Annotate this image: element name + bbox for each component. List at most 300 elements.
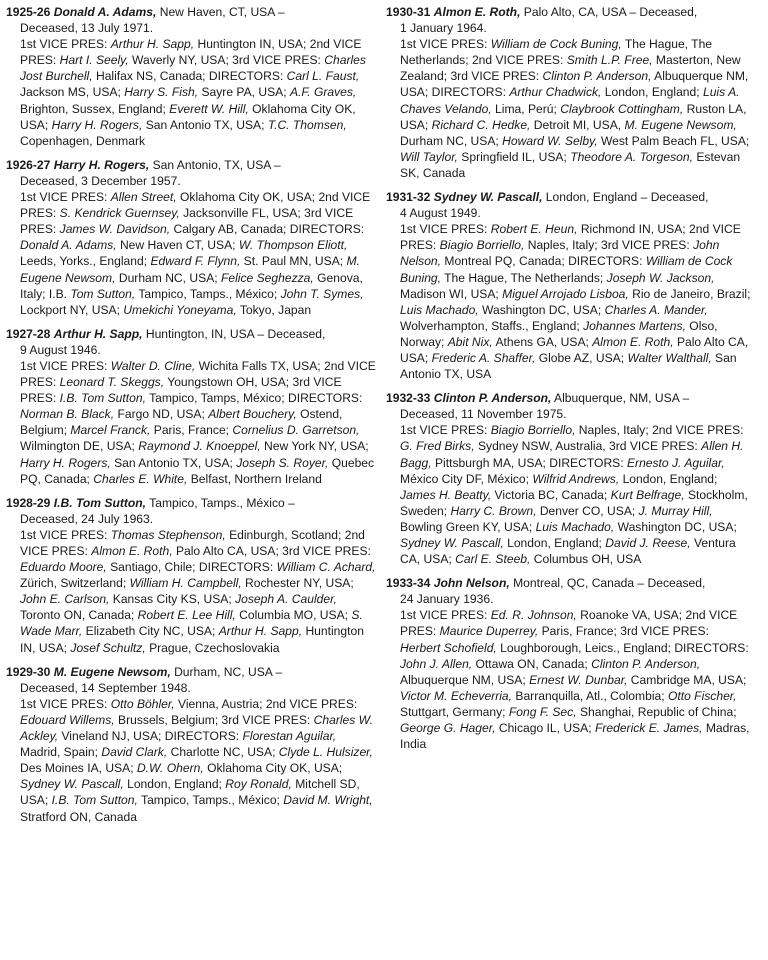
officer-role: DIRECTORS: xyxy=(674,640,749,655)
officer-place: Shanghai, Republic of China; xyxy=(576,704,737,719)
president-location: Albuquerque, NM, USA – xyxy=(551,391,690,406)
officer-place: Stockholm, Sweden; xyxy=(400,487,748,518)
deceased-date: Deceased, 13 July 1971. xyxy=(20,21,154,36)
officer-name: Edouard Willems, xyxy=(20,712,115,727)
officer-place: The Hague, The Netherlands; xyxy=(400,37,713,68)
officer-role: DIRECTORS: xyxy=(431,85,510,100)
officer-name: Almon E. Roth, xyxy=(91,544,173,558)
officer-place: Vienna, Austria; xyxy=(174,696,266,711)
officer-place: Barranquilla, Atl., Colombia; xyxy=(512,688,668,703)
president-location: London, England – Deceased, xyxy=(542,190,709,205)
officer-name: George G. Hager, xyxy=(400,721,496,736)
officer-place: Richmond IN, USA; xyxy=(577,222,690,237)
entry-body xyxy=(6,342,376,487)
officer-name: Harry C. Brown, xyxy=(450,503,537,518)
officer-place: Palo Alto CA, USA; xyxy=(400,334,749,365)
entry-body xyxy=(6,680,376,825)
officer-place: Madrid, Spain; xyxy=(20,745,102,760)
officer-place: Ottawa ON, Canada; xyxy=(472,656,592,671)
right-column xyxy=(386,4,752,960)
officer-name: Everett W. Hill, xyxy=(169,101,249,116)
term-years: 1930-31 xyxy=(386,5,431,19)
officer-place: Pittsburgh MA, USA; xyxy=(431,455,550,470)
officer-role: 2nd VICE PRES: xyxy=(20,37,362,68)
president-name: Arthur H. Sapp, xyxy=(53,326,143,341)
officer-name: John J. Allen, xyxy=(400,656,473,671)
officer-name: Theodore A. Torgeson, xyxy=(570,149,693,164)
deceased-date: Deceased, 24 July 1963. xyxy=(20,511,154,526)
officer-role: 1st VICE PRES: xyxy=(20,696,111,711)
officer-place: Mitchell SD, USA; xyxy=(20,777,360,808)
officer-place: Tampico, Tamps, México; xyxy=(145,391,288,406)
officer-name: Herbert Schofield, xyxy=(400,640,497,655)
officer-place: Madras, India xyxy=(400,721,750,752)
officer-role: DIRECTORS: xyxy=(208,69,287,84)
officer-place: Victoria BC, Canada; xyxy=(491,487,611,502)
officer-name: Thomas Stephenson, xyxy=(110,527,226,542)
officer-role: DIRECTORS: xyxy=(289,222,365,237)
term-years: 1932-33 xyxy=(386,391,431,406)
officer-name: Felice Seghezza, xyxy=(220,270,314,285)
officer-place: Estevan SK, Canada xyxy=(400,149,741,180)
officer-place: Rochester NY, USA; xyxy=(241,576,354,591)
officer-place: Youngstown OH, USA; xyxy=(164,375,293,390)
officer-name: Roy Ronald, xyxy=(225,777,292,792)
officer-place: Albuquerque NM, USA; xyxy=(400,672,530,687)
deceased-date: Deceased, 14 September 1948. xyxy=(20,680,191,695)
officer-name: Johannes Martens, xyxy=(583,318,686,333)
officer-name: William de Cock Buning, xyxy=(400,254,733,285)
officer-role: 2nd VICE PRES: xyxy=(400,222,741,253)
deceased-date: 9 August 1946. xyxy=(20,342,101,357)
officer-place: New York NY, USA; xyxy=(260,439,369,454)
officer-place: San Antonio TX, USA xyxy=(400,350,737,382)
officer-name: David M. Wright, xyxy=(283,793,373,808)
officer-name: Luis A. Chaves Velando, xyxy=(400,85,740,116)
officer-place: Jackson MS, USA; xyxy=(20,85,125,100)
officer-place: Washington DC, USA; xyxy=(478,302,605,317)
officer-place: Prague, Czechoslovakia xyxy=(145,640,280,655)
officer-place: Calgary AB, Canada; xyxy=(170,222,290,237)
officer-name: Arthur Chadwick, xyxy=(509,85,602,100)
officer-name: Miguel Arrojado Lisboa, xyxy=(502,286,629,301)
term-years: 1928-29 xyxy=(6,495,51,510)
officer-place: Detroit MI, USA, xyxy=(530,117,625,132)
officer-name: Sydney W. Pascall, xyxy=(400,536,504,550)
officer-name: Frederic A. Shaffer, xyxy=(431,350,536,365)
officer-name: M. Eugene Newsom, xyxy=(624,117,737,132)
entry-heading xyxy=(386,576,705,590)
entry-body xyxy=(386,205,752,382)
officer-role: 2nd VICE PRES: xyxy=(20,358,376,390)
entry-heading xyxy=(6,327,325,341)
officer-place: Des Moines IA, USA; xyxy=(20,761,137,776)
officer-place: Brussels, Belgium; xyxy=(114,712,222,727)
president-location: Palo Alto, CA, USA – Deceased, xyxy=(520,5,698,19)
officer-name: John E. Carlson, xyxy=(20,592,110,607)
officer-role: 1st VICE PRES: xyxy=(20,358,111,373)
officer-name: D.W. Ohern, xyxy=(136,761,204,776)
officer-name: Charles E. White, xyxy=(93,471,188,486)
officer-place: Wichita Falls TX, USA; xyxy=(195,358,325,373)
officer-place: Olso, Norway; xyxy=(400,318,718,349)
officer-name: Carl L. Faust, xyxy=(286,69,360,84)
officer-name: Joseph S. Royer, xyxy=(236,455,329,470)
officer-place: Tampico, Tamps., México; xyxy=(135,286,281,301)
entry-body xyxy=(386,406,752,567)
deceased-date: Deceased, 11 November 1975. xyxy=(400,407,567,422)
officer-place: Roanoke VA, USA; xyxy=(576,608,686,623)
officer-name: Victor M. Echeverria, xyxy=(400,688,513,703)
officer-name: Umekichi Yoneyama, xyxy=(123,302,237,317)
entry-heading xyxy=(6,5,285,19)
officer-place: London, England; xyxy=(601,85,703,100)
officer-name: Leonard T. Skeggs, xyxy=(59,375,165,390)
officer-name: Harry S. Fish, xyxy=(124,85,199,100)
officer-name: T.C. Thomsen, xyxy=(267,117,347,132)
officer-role: 1st VICE PRES: xyxy=(20,37,111,52)
officer-place: Lima, Perú; xyxy=(491,101,561,116)
entry-heading xyxy=(386,5,697,19)
officer-name: Albert Bouchery, xyxy=(208,407,297,422)
officer-role: DIRECTORS: xyxy=(287,391,363,406)
officer-place: Huntington IN, USA; xyxy=(20,624,364,655)
officer-name: Marcel Franck, xyxy=(70,423,151,438)
officer-place: Ventura CA, USA; xyxy=(400,536,736,567)
officer-name: Carl E. Steeb, xyxy=(455,552,531,567)
officer-role: 3rd VICE PRES: xyxy=(221,712,314,727)
officer-place: London, England; xyxy=(619,471,718,486)
officer-name: Otto Böhler, xyxy=(110,696,175,711)
president-name: M. Eugene Newsom, xyxy=(53,664,171,679)
officer-place: Tokyo, Japan xyxy=(236,302,312,317)
officer-name: J. Murray Hill, xyxy=(638,503,713,518)
officer-place: Sydney NSW, Australia, xyxy=(474,439,610,454)
president-name: Donald A. Adams, xyxy=(53,5,157,19)
officer-place: West Palm Beach FL, USA; xyxy=(597,133,750,148)
officer-name: John Nelson, xyxy=(400,238,720,269)
officer-role: 1st VICE PRES: xyxy=(20,527,111,542)
officer-name: S. Wade Marr, xyxy=(20,608,363,639)
officer-role: 3rd VICE PRES: xyxy=(601,238,694,253)
officer-place: Oklahoma City OK, USA; xyxy=(20,101,356,132)
officer-role: 3rd VICE PRES: xyxy=(620,624,709,639)
officer-name: Ernesto J. Aguilar, xyxy=(626,455,725,470)
officer-name: Luis Machado, xyxy=(535,519,615,534)
officer-role: 2nd VICE PRES: xyxy=(652,423,744,438)
officer-name: Claybrook Cottingham, xyxy=(560,101,684,116)
president-name: Harry H. Rogers, xyxy=(53,157,150,172)
officer-role: 1st VICE PRES: xyxy=(400,423,491,438)
officer-place: Santiago, Chile; xyxy=(106,560,199,575)
officer-name: Hart I. Seely, xyxy=(59,53,129,68)
officer-place: Oklahoma City OK, USA; xyxy=(176,190,319,205)
president-location: Montreal, QC, Canada – Deceased, xyxy=(509,576,706,591)
officer-name: Ed. R. Johnson, xyxy=(490,608,577,623)
deceased-date: 4 August 1949. xyxy=(400,206,481,221)
officer-name: Tom Sutton, xyxy=(70,286,136,301)
officer-name: Joseph A. Caulder, xyxy=(235,592,337,607)
term-years: 1926-27 xyxy=(6,157,51,172)
officer-role: 1st VICE PRES: xyxy=(20,190,111,205)
officer-place: Wolverhampton, Staffs., England; xyxy=(400,318,584,333)
officer-name: Charles W. Ackley, xyxy=(20,712,373,744)
officer-name: Howard W. Selby, xyxy=(502,133,598,148)
entry-body xyxy=(6,173,376,318)
officer-name: Harry H. Rogers, xyxy=(51,117,143,132)
officer-name: W. Thompson Eliott, xyxy=(238,238,348,253)
officer-name: Kurt Belfrage, xyxy=(610,487,685,502)
officer-place: Cambridge MA, USA; xyxy=(627,672,747,687)
officer-name: William C. Achard, xyxy=(276,560,376,575)
officer-place: San Antonio TX, USA; xyxy=(142,117,268,132)
officer-place: Naples, Italy; xyxy=(524,238,601,253)
officer-name: Robert E. Heun, xyxy=(490,222,578,237)
left-column xyxy=(6,4,376,960)
officer-name: Biagio Borriello, xyxy=(439,238,525,253)
officer-role: 1st VICE PRES: xyxy=(400,608,491,623)
officer-name: I.B. Tom Sutton, xyxy=(59,391,146,406)
officer-role: 1st VICE PRES: xyxy=(400,37,491,52)
entry-body xyxy=(6,511,376,656)
officer-place: Montreal PQ, Canada; xyxy=(441,254,569,269)
officer-place: Sayre PA, USA; xyxy=(198,85,290,100)
officer-name: Josef Schultz, xyxy=(70,640,146,655)
officer-name: Sydney W. Pascall, xyxy=(20,777,124,792)
officer-name: David J. Reese, xyxy=(605,536,691,550)
officer-name: Almon E. Roth, xyxy=(592,334,674,349)
officer-place: Stratford ON, Canada xyxy=(20,809,137,824)
officer-name: Abit Nix, xyxy=(447,334,493,349)
officer-name: Joseph W. Jackson, xyxy=(606,270,715,285)
officer-place: Albuquerque NM, USA; xyxy=(400,69,749,100)
officer-place: Zürich, Switzerland; xyxy=(20,576,130,591)
president-name: I.B. Tom Sutton, xyxy=(53,495,147,510)
officer-name: John T. Symes, xyxy=(280,286,364,301)
officer-name: A.F. Graves, xyxy=(289,85,357,100)
officer-name: Walter D. Cline, xyxy=(110,358,196,373)
president-name: Almon E. Roth, xyxy=(433,5,521,19)
officer-place: Quebec PQ, Canada; xyxy=(20,455,375,486)
officer-place: Jacksonville FL, USA; xyxy=(179,206,305,221)
officer-place: Madison WI, USA; xyxy=(400,286,503,301)
officer-place: Palo Alto CA, USA; xyxy=(172,544,283,558)
officer-name: James W. Davidson, xyxy=(59,222,171,237)
president-entry xyxy=(6,157,376,318)
officer-name: Maurice Duperrey, xyxy=(439,624,539,639)
officer-name: William de Cock Buning, xyxy=(490,37,622,52)
officer-place: London, England; xyxy=(503,536,606,550)
officer-place: Denver CO, USA; xyxy=(536,503,639,518)
officer-role: DIRECTORS: xyxy=(549,455,627,470)
officer-place: New Haven CT, USA; xyxy=(116,238,239,253)
deceased-date: 24 January 1936. xyxy=(400,592,494,607)
term-years: 1933-34 xyxy=(386,576,431,591)
officer-role: 2nd VICE PRES: xyxy=(471,53,567,68)
officer-place: Vineland NJ, USA; xyxy=(58,729,165,744)
president-entry xyxy=(6,4,376,149)
officer-role: DIRECTORS: xyxy=(164,729,243,744)
officer-name: Allen H. Bagg, xyxy=(400,439,744,470)
entry-body xyxy=(386,591,752,752)
officer-place: Belfast, Northern Ireland xyxy=(187,471,322,486)
officer-place: Waverly NY, USA; xyxy=(128,53,233,68)
officer-place: Athens GA, USA; xyxy=(492,334,593,349)
officer-place: Springfield IL, USA; xyxy=(457,149,571,164)
officer-place: Rio de Janeiro, Brazil; xyxy=(628,286,751,301)
officer-name: Smith L.P. Free, xyxy=(566,53,653,68)
term-years: 1925-26 xyxy=(6,5,51,19)
officer-place: México City DF, México; xyxy=(400,471,533,486)
officer-name: Biagio Borriello, xyxy=(490,423,576,438)
president-location: San Antonio, TX, USA – xyxy=(149,157,281,172)
officer-name: James H. Beatty, xyxy=(400,487,492,502)
officer-place: Bowling Green KY, USA; xyxy=(400,519,536,534)
officer-name: Norman B. Black, xyxy=(20,407,115,422)
officer-name: Donald A. Adams, xyxy=(20,238,117,253)
officer-name: Clinton P. Anderson, xyxy=(591,656,701,671)
officer-role: 1st VICE PRES: xyxy=(400,222,491,237)
officer-place: Ruston LA, USA; xyxy=(400,101,747,132)
deceased-date: Deceased, 3 December 1957. xyxy=(20,173,181,188)
officer-name: Richard C. Hedke, xyxy=(431,117,531,132)
officer-name: Arthur H. Sapp, xyxy=(218,624,303,639)
term-years: 1929-30 xyxy=(6,664,51,679)
officer-place: Columbia MO, USA; xyxy=(235,608,352,623)
president-location: Tampico, Tamps., México – xyxy=(146,495,295,510)
officer-place: St. Paul MN, USA; xyxy=(240,254,347,269)
entry-body xyxy=(386,20,752,181)
officer-place: Loughborough, Leics., England; xyxy=(496,640,675,655)
entry-body xyxy=(6,20,376,149)
entry-heading xyxy=(6,665,282,679)
officer-place: Oklahoma City OK, USA; xyxy=(203,761,343,776)
officer-name: Wilfrid Andrews, xyxy=(532,471,620,486)
officer-name: Charles A. Mander, xyxy=(604,302,708,317)
president-entry xyxy=(386,575,752,752)
officer-name: Luis Machado, xyxy=(400,302,479,317)
officer-name: Charles Jost Burchell, xyxy=(20,53,366,84)
entry-heading xyxy=(6,158,281,172)
officer-place: Stuttgart, Germany; xyxy=(400,704,509,719)
officer-name: Edward F. Flynn, xyxy=(150,254,241,269)
president-location: Huntington, IN, USA – Deceased, xyxy=(142,326,326,341)
officer-place: Lockport NY, USA; xyxy=(20,302,124,317)
president-entry xyxy=(386,4,752,181)
president-location: Durham, NC, USA – xyxy=(170,664,283,679)
officer-name: Arthur H. Sapp, xyxy=(110,37,195,52)
officer-name: William H. Campbell, xyxy=(129,576,242,591)
officer-name: M. Eugene Newsom, xyxy=(20,254,360,285)
officer-role: 2nd VICE PRES: xyxy=(20,190,371,221)
officer-name: Eduardo Moore, xyxy=(20,560,107,575)
officer-name: G. Fred Birks, xyxy=(400,439,475,454)
officer-role: 3rd VICE PRES: xyxy=(609,439,702,454)
entry-heading xyxy=(386,190,709,204)
officer-place: Toronto ON, Canada; xyxy=(20,608,138,623)
officer-place: Paris, France; xyxy=(538,624,621,639)
officer-place: Paris, France; xyxy=(150,423,233,438)
officer-place: The Hague, The Netherlands; xyxy=(441,270,607,285)
officer-name: Cornelius D. Garretson, xyxy=(232,423,360,438)
officer-name: S. Kendrick Guernsey, xyxy=(59,206,180,221)
officer-place: Genova, Italy; I.B. xyxy=(20,270,363,301)
officer-place: Masterton, New Zealand; xyxy=(400,53,741,84)
officer-place: Elizabeth City NC, USA; xyxy=(82,624,219,639)
term-years: 1927-28 xyxy=(6,326,51,341)
officer-place: London, England; xyxy=(123,777,226,792)
officer-role: DIRECTORS: xyxy=(568,254,646,269)
officer-place: Columbus OH, USA xyxy=(530,552,642,567)
officer-place: Ostend, Belgium; xyxy=(20,407,343,438)
officer-place: Huntington IN, USA; xyxy=(194,37,310,52)
president-entry xyxy=(6,495,376,656)
officer-role: 3rd VICE PRES: xyxy=(282,544,371,558)
officer-name: I.B. Tom Sutton, xyxy=(51,793,138,808)
officer-place: Wilmington DE, USA; xyxy=(20,439,139,454)
officer-role: DIRECTORS: xyxy=(198,560,277,575)
officer-name: Ernest W. Dunbar, xyxy=(529,672,628,687)
officer-place: Globe AZ, USA; xyxy=(535,350,628,365)
officer-name: Walter Walthall, xyxy=(627,350,712,365)
officer-place: Fargo ND, USA; xyxy=(114,407,209,422)
officer-name: Raymond J. Knoeppel, xyxy=(138,439,261,454)
officer-role: 2nd VICE PRES: xyxy=(265,696,358,711)
officer-name: Clyde L. Hulsizer, xyxy=(278,745,373,760)
officer-name: David Clark, xyxy=(101,745,168,760)
officer-name: Will Taylor, xyxy=(400,149,458,164)
officer-place: Copenhagen, Denmark xyxy=(20,133,146,148)
officer-place: Brighton, Sussex, England; xyxy=(20,101,170,116)
president-location: New Haven, CT, USA – xyxy=(156,5,285,19)
president-entry xyxy=(6,326,376,487)
officer-place: Naples, Italy; xyxy=(575,423,653,438)
officer-place: Charlotte NC, USA; xyxy=(167,745,279,760)
president-entry xyxy=(386,189,752,382)
officer-role: 2nd VICE PRES: xyxy=(20,527,365,558)
officer-name: Otto Fischer, xyxy=(667,688,737,703)
officer-place: Kansas City KS, USA; xyxy=(109,592,236,607)
officer-role: 3rd VICE PRES: xyxy=(232,53,325,68)
officer-place: Leeds, Yorks., England; xyxy=(20,254,151,269)
officer-name: Clinton P. Anderson, xyxy=(542,69,652,84)
officer-place: Tampico, Tamps., México; xyxy=(137,793,284,808)
officer-name: Harry H. Rogers, xyxy=(20,455,111,470)
officer-role: 3rd VICE PRES: xyxy=(20,206,354,237)
officer-place: Durham NC, USA; xyxy=(115,270,221,285)
officer-name: Fong F. Sec, xyxy=(508,704,577,719)
president-name: Sydney W. Pascall, xyxy=(433,190,543,205)
officer-place: San Antonio TX, USA; xyxy=(110,455,237,470)
officer-place: Washington DC, USA; xyxy=(614,519,737,534)
officer-role: 3rd VICE PRES: xyxy=(20,375,342,406)
officer-role: 2nd VICE PRES: xyxy=(400,608,738,639)
officer-role: 3rd VICE PRES: xyxy=(450,69,543,84)
entry-heading xyxy=(6,496,295,510)
officer-place: Halifax NS, Canada; xyxy=(92,69,209,84)
president-name: Clinton P. Anderson, xyxy=(433,391,552,406)
officer-name: Allen Street, xyxy=(110,190,177,205)
president-name: John Nelson, xyxy=(433,576,510,591)
officer-name: Frederick E. James, xyxy=(594,721,703,736)
president-entry xyxy=(386,390,752,567)
officer-name: Robert E. Lee Hill, xyxy=(137,608,236,623)
officer-place: Chicago IL, USA; xyxy=(495,721,595,736)
term-years: 1931-32 xyxy=(386,190,431,205)
officer-place: Durham NC, USA; xyxy=(400,133,503,148)
officer-place: Edinburgh, Scotland; xyxy=(225,527,345,542)
entry-heading xyxy=(386,391,689,405)
